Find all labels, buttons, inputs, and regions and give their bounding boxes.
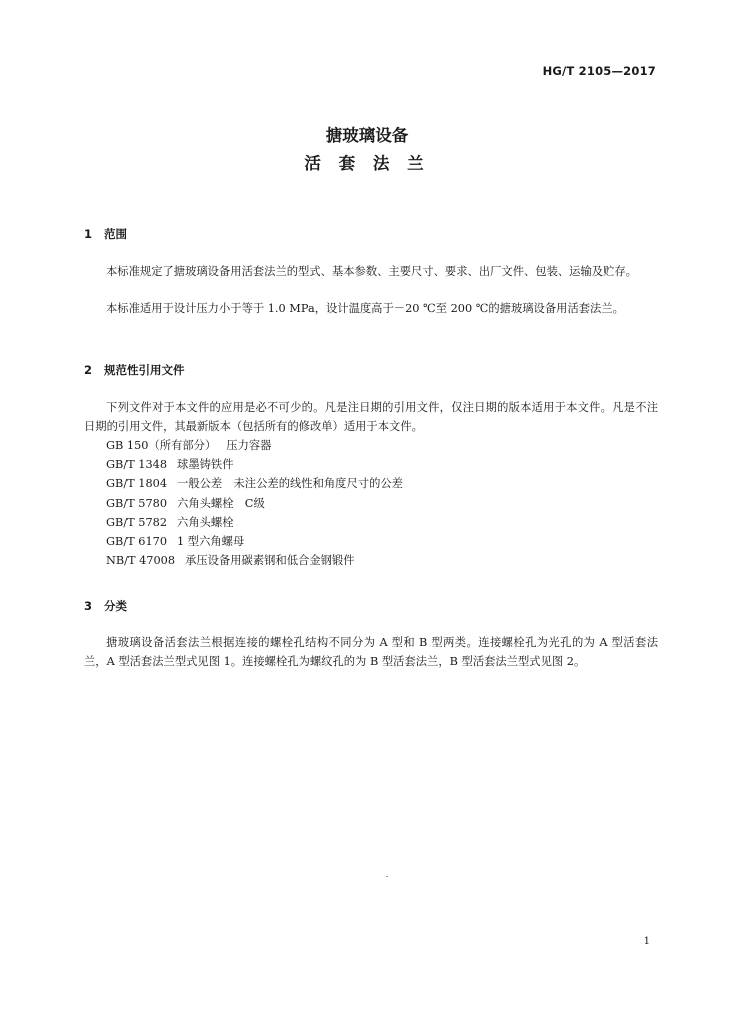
reference-code: GB/T 5782 [106, 515, 168, 529]
standard-number: HG/T 2105—2017 [542, 64, 656, 78]
reference-item [106, 532, 403, 551]
section-title: 规范性引用文件 [104, 363, 185, 377]
reference-code: GB/T 6170 [106, 535, 168, 549]
reference-item [106, 455, 403, 474]
reference-title: 六角头螺栓 [177, 515, 234, 529]
reference-item [106, 551, 403, 570]
document-title [0, 122, 734, 178]
page-number: 1 [643, 936, 650, 947]
reference-item [106, 436, 403, 455]
reference-list [106, 436, 403, 570]
section-title: 范围 [104, 227, 127, 241]
reference-title: 1 型六角螺母 [177, 535, 245, 549]
section-number: 3 [84, 599, 93, 613]
reference-item [106, 513, 403, 532]
title-line-2: 活 套 法 兰 [304, 154, 430, 173]
reference-code: GB/T 5780 [106, 496, 168, 510]
section-number: 1 [84, 227, 93, 241]
section-2-heading [84, 362, 185, 378]
scan-speck [386, 876, 388, 877]
reference-code: GB/T 1348 [106, 458, 168, 472]
section-1-heading [84, 226, 127, 242]
reference-title: 六角头螺栓 C级 [177, 496, 265, 510]
reference-title: 承压设备用碳素钢和低合金钢锻件 [185, 554, 355, 568]
section-1-paragraph-2: 本标准适用于设计压力小于等于 1.0 MPa，设计温度高于－20 ℃至 200 ℃的搪玻璃设备用活套法兰。 [106, 302, 624, 315]
reference-item [106, 494, 403, 513]
section-2-paragraph-1: 下列文件对于本文件的应用是必不可少的。凡是注日期的引用文件，仅注日期的版本适用于本文件。凡是不注日期的引用文件，其最新版本（包括所有的修改单）适用于本文件。 [84, 401, 658, 433]
reference-title: 一般公差 未注公差的线性和角度尺寸的公差 [177, 477, 403, 491]
reference-title: 球墨铸铁件 [177, 458, 234, 472]
reference-title: 压力容器 [226, 439, 272, 452]
reference-code: NB/T 47008 [106, 554, 176, 568]
reference-code: GB 150（所有部分） [106, 439, 217, 452]
title-line-1: 搪玻璃设备 [325, 126, 409, 145]
section-3-heading [84, 598, 127, 614]
reference-item [106, 474, 403, 493]
reference-code: GB/T 1804 [106, 477, 168, 491]
section-3-paragraph-1: 搪玻璃设备活套法兰根据连接的螺栓孔结构不同分为 A 型和 B 型两类。连接螺栓孔为光孔的为 A 型活套法兰，A 型活套法兰型式见图 1。连接螺栓孔为螺纹孔的为 B 型活套法兰，B 型活套法兰型式见图 2。 [84, 636, 658, 668]
section-title: 分类 [104, 599, 127, 613]
section-1-paragraph-1: 本标准规定了搪玻璃设备用活套法兰的型式、基本参数、主要尺寸、要求、出厂文件、包装、运输及贮存。 [106, 265, 637, 278]
section-number: 2 [84, 363, 93, 377]
